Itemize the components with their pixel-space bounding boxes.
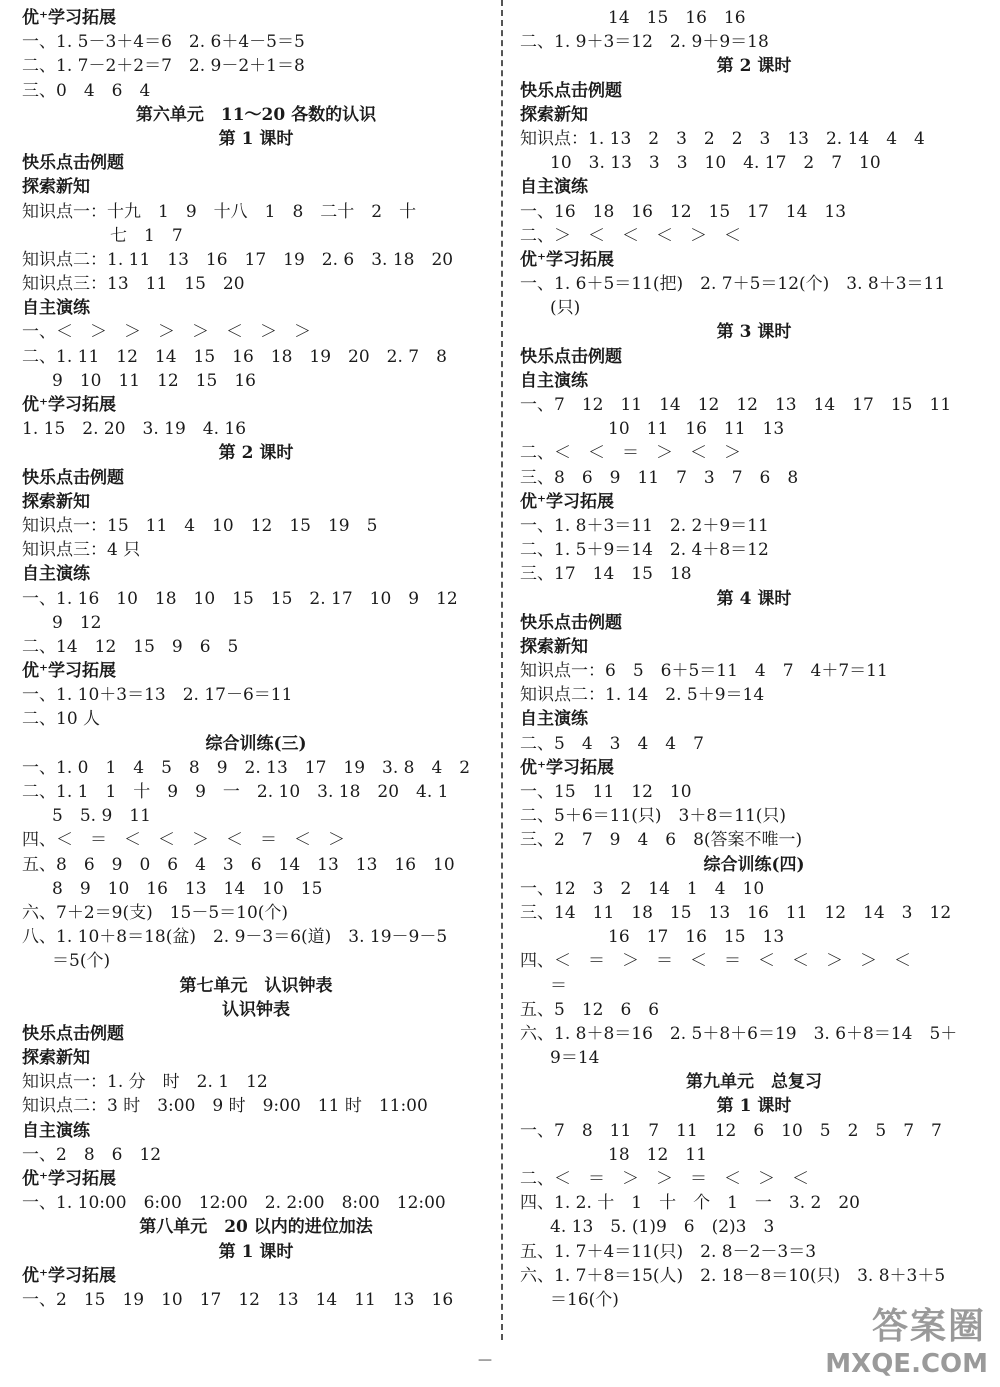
right-line: 自主演练 [520,177,588,198]
right-line: 二、5＋6＝11(只) 3＋8＝11(只) [520,806,787,827]
left-line: 9 10 11 12 15 16 [52,370,256,391]
left-line: 知识点一：十九 1 9 十八 1 8 二十 2 十 [22,201,417,222]
left-line: 一、1. 10:00 6:00 12:00 2. 2:00 8:00 12:00 [22,1193,446,1214]
right-line: 三、2 7 9 4 6 8(答案不唯一) [520,830,803,851]
right-line: 第 1 课时 [716,1096,792,1117]
left-line: 知识点一：15 11 4 10 12 15 19 5 [22,515,378,536]
left-line: 知识点三：13 11 15 20 [22,274,245,295]
left-line: 第六单元 11～20 各数的认识 [135,104,377,125]
right-line: 18 12 11 [608,1144,707,1165]
right-line: 探索新知 [520,636,588,657]
left-line: 一、2 8 6 12 [22,1144,162,1165]
right-line: 一、7 8 11 7 11 12 6 10 5 2 5 7 7 [520,1120,942,1141]
right-line: 16 17 16 15 13 [608,927,785,948]
right-line: 五、5 12 6 6 [520,999,660,1020]
right-line: 第 2 课时 [716,56,792,77]
right-line: 二、＜ ＝ ＞ ＞ ＝ ＜ ＞ ＜ [520,1169,809,1189]
left-line: 八、1. 10＋8＝18(盆) 2. 9－3＝6(道) 3. 19－9－5 [22,927,448,948]
right-line: 六、1. 7＋8＝15(人) 2. 18－8＝10(只) 3. 8＋3＋5 [520,1265,946,1286]
left-line: 第八单元 20 以内的进位加法 [139,1217,373,1238]
left-line: 第 2 课时 [218,443,294,464]
right-line: 知识点一：6 5 6＋5＝11 4 7 4＋7＝11 [520,661,888,682]
left-line: 优⁺学习拓展 [22,8,116,28]
left-line: 快乐点击例题 [22,153,124,174]
left-line: 知识点二：1. 11 13 16 17 19 2. 6 3. 18 20 [22,249,454,270]
right-line: 快乐点击例题 [520,80,622,101]
left-line: 自主演练 [22,1120,90,1141]
right-line: ＝ [550,975,567,996]
left-line: 七 1 7 [110,225,183,246]
left-line: 一、＜ ＞ ＞ ＞ ＞ ＜ ＞ ＞ [22,322,311,343]
right-line: 9＝14 [550,1048,600,1069]
watermark-url: MXQE.COM [825,1349,988,1379]
right-line: 二、＜ ＜ ＝ ＞ ＜ ＞ [520,443,741,464]
left-line: 三、0 4 6 4 [22,80,151,101]
left-line: 知识点二：3 时 3:00 9 时 9:00 11 时 11:00 [22,1096,428,1117]
right-line: 二、1. 5＋9＝14 2. 4＋8＝12 [520,540,769,561]
right-line: 一、12 3 2 14 1 4 10 [520,878,765,899]
left-line: 8 9 10 16 13 14 10 15 [52,878,323,899]
left-line: 二、1. 7－2＋2＝7 2. 9－2＋1＝8 [22,56,305,77]
left-line: 六、7＋2＝9(支) 15－5＝10(个) [22,902,289,923]
right-line: 二、＞ ＜ ＜ ＜ ＞ ＜ [520,225,741,246]
right-line: 一、1. 6＋5＝11(把) 2. 7＋5＝12(个) 3. 8＋3＝11 [520,274,946,295]
left-line: 1. 15 2. 20 3. 19 4. 16 [22,419,247,440]
right-line: 4. 13 5. (1)9 6 (2)3 3 [550,1217,775,1238]
left-line: 二、1. 11 12 14 15 16 18 19 20 2. 7 8 [22,346,447,367]
left-line: ＝5(个) [52,951,111,972]
left-line: 五、8 6 9 0 6 4 3 6 14 13 13 16 10 [22,854,455,875]
right-line: 自主演练 [520,709,588,730]
right-line: 六、1. 8＋8＝16 2. 5＋8＋6＝19 3. 6＋8＝14 5＋ [520,1023,958,1044]
right-line: 三、17 14 15 18 [520,564,692,585]
left-line: 四、＜ ＝ ＜ ＜ ＞ ＜ ＝ ＜ ＞ [22,830,345,851]
left-line: 优⁺学习拓展 [22,1265,116,1286]
left-line: 知识点一：1. 分 时 2. 1 12 [22,1072,268,1093]
right-line: 快乐点击例题 [520,612,622,633]
left-line: 综合训练(三) [205,733,307,754]
right-line: 二、1. 9＋3＝12 2. 9＋9＝18 [520,32,769,53]
right-line: 优⁺学习拓展 [520,491,614,512]
right-line: 综合训练(四) [703,854,805,875]
left-line: 9 12 [52,612,102,633]
right-line: 14 15 16 16 [608,8,746,28]
right-line: 一、1. 8＋3＝11 2. 2＋9＝11 [520,515,769,536]
right-line: 第 4 课时 [716,588,792,609]
right-line: 一、7 12 11 14 12 12 13 14 17 15 11 [520,395,952,415]
right-line: 知识点二：1. 14 2. 5＋9＝14 [520,685,765,706]
left-line: 优⁺学习拓展 [22,395,116,415]
left-column [22,6,490,1312]
right-line: 优⁺学习拓展 [520,249,614,270]
left-line: 二、10 人 [22,709,101,730]
right-line: 探索新知 [520,104,588,125]
left-line: 优⁺学习拓展 [22,1169,116,1189]
left-line: 第 1 课时 [218,1241,294,1262]
right-line: (只) [550,298,581,319]
right-column [520,6,988,1312]
left-line: 第七单元 认识钟表 [179,975,333,996]
left-line: 自主演练 [22,564,90,585]
right-line: 三、14 11 18 15 13 16 11 12 14 3 12 [520,902,952,923]
left-line: 知识点三：4 只 [22,540,141,561]
right-line: 二、5 4 3 4 4 7 [520,733,704,754]
left-line: 一、1. 0 1 4 5 8 9 2. 13 17 19 3. 8 4 2 [22,757,471,778]
right-line: 五、1. 7＋4＝11(只) 2. 8－2－3＝3 [520,1241,817,1262]
right-line: 知识点：1. 13 2 3 2 2 3 13 2. 14 4 4 [520,128,925,149]
left-line: 优⁺学习拓展 [22,661,116,682]
watermark-logo-text: 答案圈 [871,1306,986,1347]
left-line: 二、14 12 15 9 6 5 [22,636,239,657]
right-line: 第九单元 总复习 [686,1072,822,1093]
left-line: 探索新知 [22,1048,90,1069]
right-line: 快乐点击例题 [520,346,622,367]
right-line: 10 3. 13 3 3 10 4. 17 2 7 10 [550,153,881,174]
left-line: 一、1. 5－3＋4＝6 2. 6＋4－5＝5 [22,32,305,53]
right-line: 一、16 18 16 12 15 17 14 13 [520,201,847,222]
right-line: 第 3 课时 [716,322,792,343]
right-line: 优⁺学习拓展 [520,757,614,778]
left-line: 一、1. 16 10 18 10 15 15 2. 17 10 9 12 [22,588,458,609]
right-line: 一、15 11 12 10 [520,782,692,802]
right-line: 自主演练 [520,370,588,391]
left-line: 快乐点击例题 [22,1023,124,1044]
left-line: 快乐点击例题 [22,467,124,488]
column-divider [501,0,503,1340]
left-line: 一、1. 10＋3＝13 2. 17－6＝11 [22,685,293,706]
left-line: 第 1 课时 [218,128,294,149]
right-line: ＝16(个) [550,1289,619,1310]
left-line: 认识钟表 [222,999,290,1020]
left-line: 一、2 15 19 10 17 12 13 14 11 13 16 [22,1289,454,1310]
left-line: 二、1. 1 1 十 9 9 一 2. 10 3. 18 20 4. 1 [22,782,449,802]
left-line: 5 5. 9 11 [52,806,151,827]
left-line: 自主演练 [22,298,90,319]
page-mark: — [478,1352,492,1368]
right-line: 四、1. 2. 十 1 十 个 1 一 3. 2 20 [520,1193,860,1214]
right-line: 10 11 16 11 13 [608,419,785,440]
left-line: 探索新知 [22,177,90,198]
right-line: 三、8 6 9 11 7 3 7 6 8 [520,467,799,488]
right-line: 四、＜ ＝ ＞ ＝ ＜ ＝ ＜ ＜ ＞ ＞ ＜ [520,951,911,972]
left-line: 探索新知 [22,491,90,512]
